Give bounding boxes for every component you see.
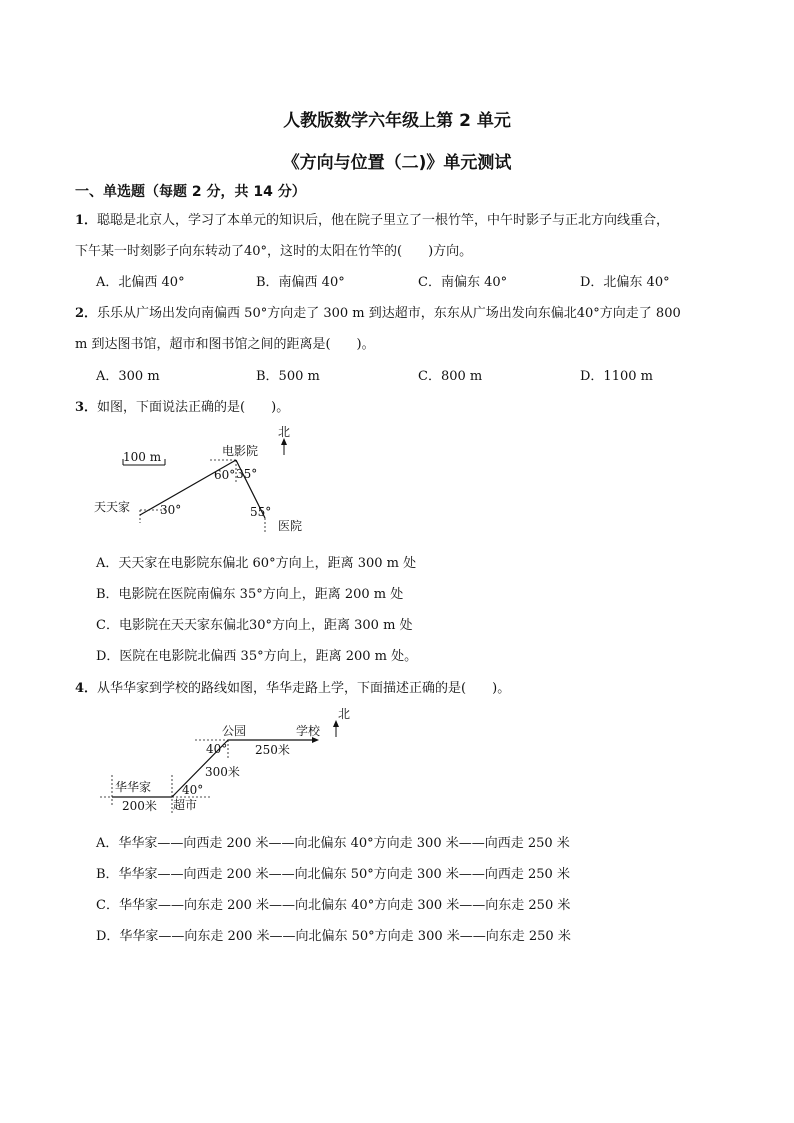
question-number: 3． — [75, 400, 98, 415]
north-label: 北 — [338, 707, 351, 721]
question-number: 4． — [75, 681, 98, 696]
question-text: 从华华家到学校的路线如图，华华走路上学，下面描述正确的是( )。 — [97, 681, 511, 696]
question-4-line-1 — [75, 677, 510, 696]
north-arrow-head — [333, 720, 339, 727]
question-4-diagram — [90, 705, 360, 815]
question-text: 乐乐从广场出发向南偏西 50°方向走了 300 m 到达超市，东东从广场出发向东偏北40°方向走了 800 — [97, 306, 681, 321]
question-1-line-1 — [75, 209, 669, 228]
option-c[interactable]: C．南偏东 40° — [418, 275, 508, 290]
option-a[interactable]: A．北偏西 40° — [96, 275, 185, 290]
distance-park-school: 250米 — [255, 743, 290, 757]
distance-home-market: 200米 — [122, 799, 157, 813]
angle-cinema-right: 35° — [236, 467, 258, 481]
home-label: 天天家 — [94, 500, 131, 514]
option-a[interactable]: A．300 m — [96, 369, 160, 384]
option-b[interactable]: B．500 m — [256, 369, 320, 384]
school-label: 学校 — [296, 724, 321, 738]
question-3-diagram — [90, 423, 320, 538]
angle-home: 30° — [160, 503, 182, 517]
document-title: 人教版数学六年级上第 2 单元 — [283, 111, 511, 131]
cinema-label: 电影院 — [222, 444, 259, 458]
question-text: 如图，下面说法正确的是( )。 — [97, 400, 290, 415]
question-4-option-d[interactable]: D．华华家——向东走 200 米——向北偏东 50°方向走 300 米——向东走 250 米 — [96, 929, 571, 944]
question-3-option-b[interactable]: B．电影院在医院南偏东 35°方向上，距离 200 m 处 — [96, 587, 404, 602]
angle-cinema-left: 60° — [214, 468, 236, 482]
question-3-line-1 — [75, 396, 289, 415]
question-text: 聪聪是北京人，学习了本单元的知识后，他在院子里立了一根竹竿，中午时影子与正北方向线重合， — [97, 213, 670, 228]
option-d[interactable]: D．北偏东 40° — [580, 275, 670, 290]
question-3-option-c[interactable]: C．电影院在天天家东偏北30°方向上，距离 300 m 处 — [96, 618, 413, 633]
option-d[interactable]: D．1100 m — [580, 369, 653, 384]
angle-market: 40° — [182, 783, 204, 797]
question-2-line-1 — [75, 302, 681, 321]
question-3-option-d[interactable]: D．医院在电影院北偏西 35°方向上，距离 200 m 处。 — [96, 649, 418, 664]
question-number: 2． — [75, 306, 98, 321]
question-4-option-b[interactable]: B．华华家——向西走 200 米——向北偏东 50°方向走 300 米——向西走 250 米 — [96, 867, 570, 882]
section-heading: 一、单选题（每题 2 分，共 14 分） — [75, 184, 306, 200]
question-1-line-2: 下午某一时刻影子向东转动了40°，这时的太阳在竹竿的( )方向。 — [75, 244, 473, 259]
hospital-label: 医院 — [278, 519, 303, 533]
question-number: 1． — [75, 213, 98, 228]
option-b[interactable]: B．南偏西 40° — [256, 275, 345, 290]
distance-market-park: 300米 — [205, 765, 240, 779]
north-arrow-head — [281, 438, 287, 445]
question-4-option-a[interactable]: A．华华家——向西走 200 米——向北偏东 40°方向走 300 米——向西走 250 米 — [96, 836, 570, 851]
angle-park: 40° — [206, 742, 228, 756]
park-label: 公园 — [222, 724, 247, 738]
question-2-line-2: m 到达图书馆，超市和图书馆之间的距离是( )。 — [75, 337, 375, 352]
north-label: 北 — [278, 425, 291, 439]
scale-label: 100 m — [123, 450, 162, 464]
document-subtitle: 《方向与位置（二)》单元测试 — [282, 153, 512, 173]
question-4-option-c[interactable]: C．华华家——向东走 200 米——向北偏东 40°方向走 300 米——向东走 250 米 — [96, 898, 571, 913]
option-c[interactable]: C．800 m — [418, 369, 483, 384]
angle-hospital: 55° — [250, 505, 272, 519]
question-3-option-a[interactable]: A．天天家在电影院东偏北 60°方向上，距离 300 m 处 — [96, 556, 417, 571]
market-label: 超市 — [173, 798, 198, 812]
home-label: 华华家 — [115, 780, 152, 794]
